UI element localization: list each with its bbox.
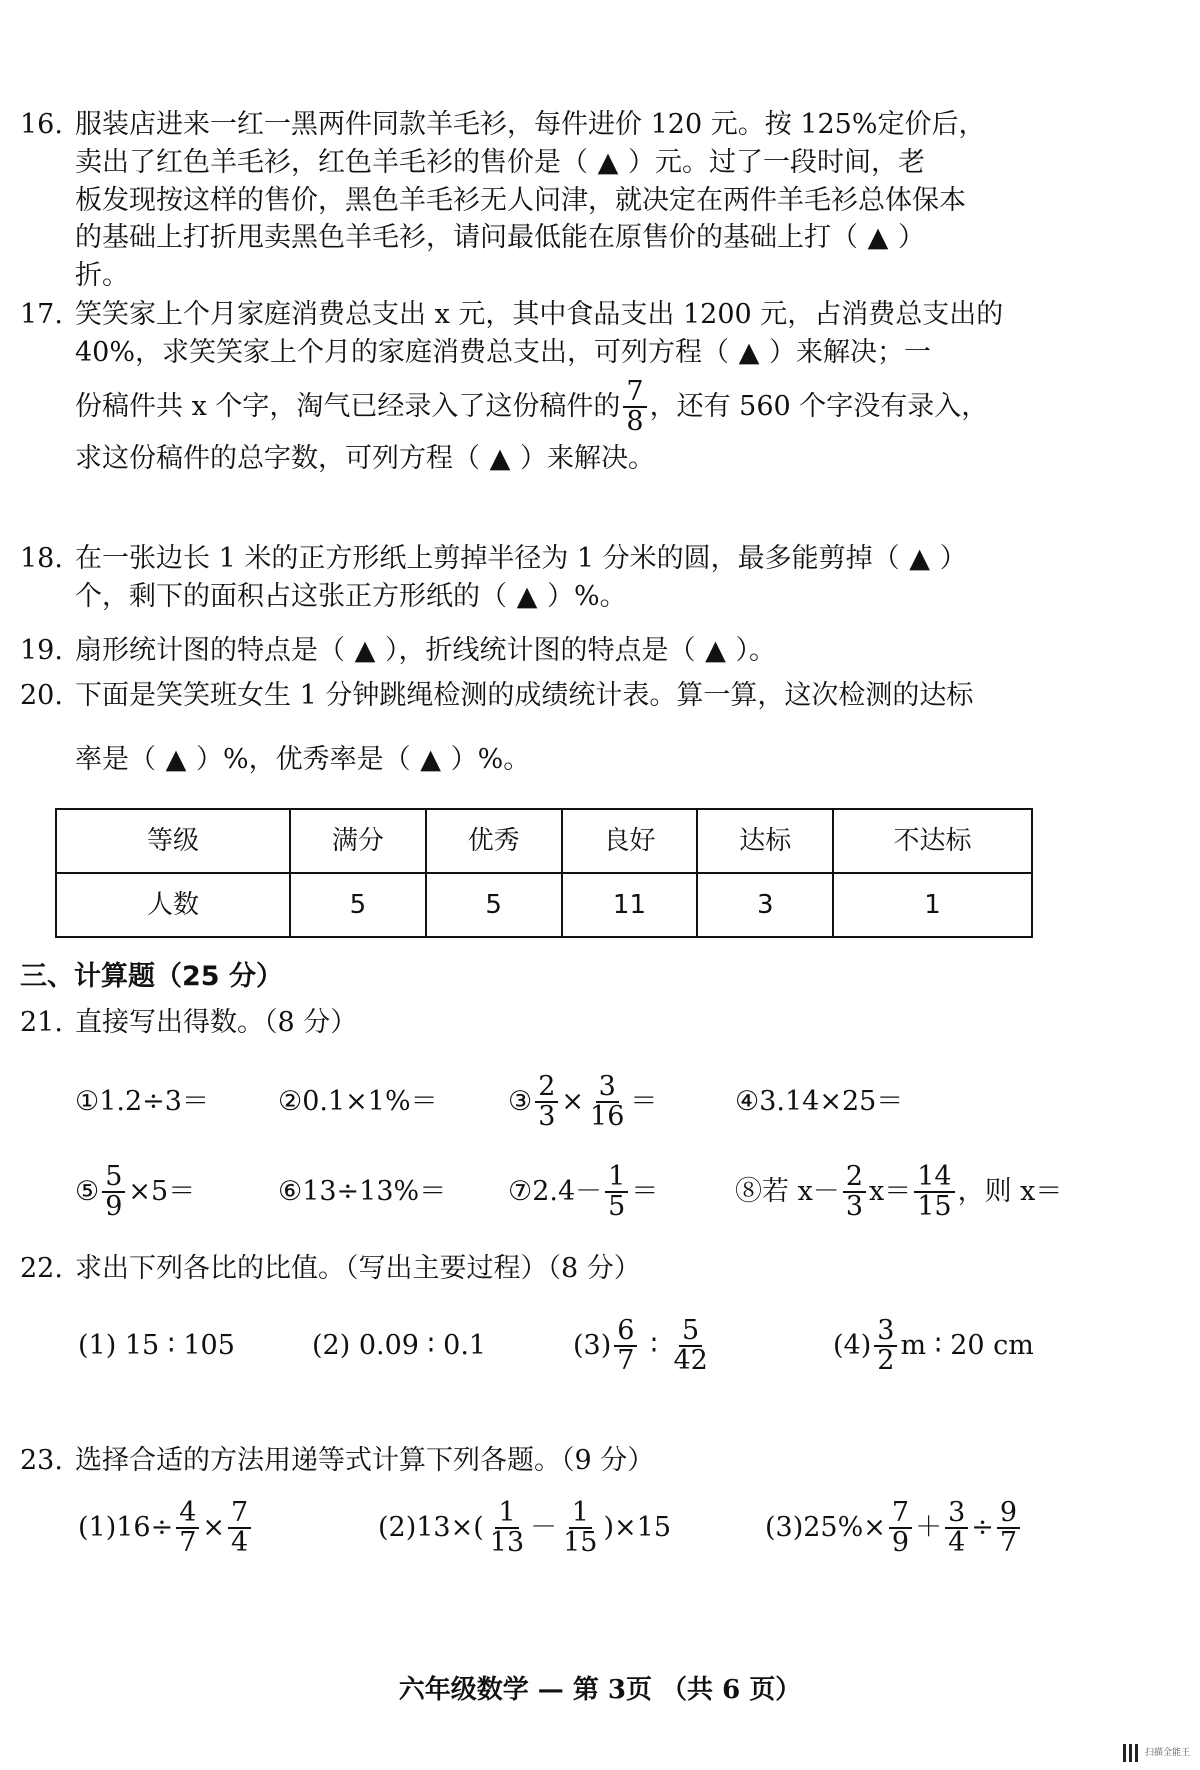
problem-item: (2)13×( $\frac{1}{13}$ － $\frac{1}{15}$ )×15: [378, 1496, 671, 1558]
page-footer: 六年级数学 — 第 3页 （共 6 页）: [398, 1675, 802, 1705]
answer-blank: ▲: [420, 743, 442, 775]
question-text: ）%，优秀率是（: [196, 743, 411, 775]
fraction: $\frac{2}{3}$: [535, 1073, 558, 1132]
question-number: 23.: [20, 1445, 63, 1476]
answer-blank: ▲: [354, 635, 376, 666]
question-number: 16.: [20, 109, 63, 140]
fraction: $\frac{7}{8}$: [623, 378, 646, 437]
problem-item: (3) $\frac{6}{7}$ ∶ $\frac{5}{42}$: [573, 1306, 714, 1386]
answer-blank: ▲: [516, 580, 538, 612]
question-21-title: [20, 1004, 1070, 1042]
question-text: ）: [939, 543, 967, 574]
fraction: $\frac{3}{16}$: [590, 1070, 625, 1132]
problem-item: (1)16÷ $\frac{4}{7}$ × $\frac{7}{4}$: [78, 1488, 254, 1568]
question-text: ）%。: [547, 580, 627, 612]
question-text: ）元。过了一段时间，老: [628, 146, 925, 178]
question-number: 22.: [20, 1253, 63, 1284]
score-table: [55, 808, 1033, 938]
qr-code-icon: [1123, 1744, 1141, 1762]
fraction: $\frac{9}{7}$: [997, 1499, 1020, 1558]
table-row: [56, 873, 1032, 937]
question-text: 折。: [75, 260, 129, 292]
question-text: 求这份稿件的总字数，可列方程（: [75, 443, 480, 475]
answer-blank: ▲: [165, 743, 187, 775]
problem-item: (1) 15 ∶ 105: [78, 1330, 235, 1362]
question-number: 19.: [20, 635, 63, 666]
question-text: 个，剩下的面积占这张正方形纸的（: [75, 580, 507, 612]
table-header: 不达标: [833, 809, 1032, 873]
table-header: 优秀: [426, 809, 562, 873]
answer-blank: ▲: [705, 635, 726, 666]
answer-blank: ▲: [738, 336, 760, 368]
question-16: [20, 106, 1070, 295]
fraction: $\frac{5}{9}$: [102, 1163, 125, 1222]
question-23-title: [20, 1442, 1070, 1480]
question-17: [20, 296, 1070, 478]
question-text: 笑笑家上个月家庭消费总支出 x 元，其中食品支出 1200 元，占消费总支出的: [75, 299, 1004, 330]
question-text: 的基础上打折甩卖黑色羊毛衫，请问最低能在原售价的基础上打（: [75, 222, 858, 254]
question-text: 扇形统计图的特点是（: [75, 635, 345, 666]
table-header: 达标: [697, 809, 833, 873]
question-text: 选择合适的方法用递等式计算下列各题。（9 分）: [75, 1445, 655, 1476]
table-cell: 3: [697, 873, 833, 937]
fraction: $\frac{5}{42}$: [673, 1314, 708, 1376]
section-heading: 三、计算题（25 分）: [20, 961, 283, 992]
fraction: $\frac{7}{9}$: [889, 1499, 912, 1558]
question-text: 下面是笑笑班女生 1 分钟跳绳检测的成绩统计表。算一算，这次检测的达标: [75, 680, 974, 711]
problem-item: ④3.14×25＝: [735, 1086, 904, 1118]
answer-blank: ▲: [597, 146, 619, 178]
table-header-row: [56, 809, 1032, 873]
question-text: 40%，求笑笑家上个月的家庭消费总支出，可列方程（: [75, 336, 730, 368]
table-header: 满分: [290, 809, 426, 873]
fraction: $\frac{4}{7}$: [176, 1499, 199, 1558]
answer-blank: ▲: [867, 222, 889, 254]
question-text: ）: [898, 222, 925, 254]
problem-item: ⑦2.4－ $\frac{1}{5}$ ＝: [508, 1160, 659, 1222]
question-22-title: [20, 1250, 1070, 1288]
fraction: $\frac{6}{7}$: [614, 1317, 637, 1376]
problem-item: (4) $\frac{3}{2}$ m ∶ 20 cm: [833, 1314, 1034, 1376]
problem-item: ⑥13÷13%＝: [278, 1176, 447, 1208]
problem-item: (2) 0.09 ∶ 0.1: [312, 1330, 487, 1362]
question-text: 卖出了红色羊毛衫，红色羊毛衫的售价是（: [75, 146, 588, 178]
table-header: 良好: [562, 809, 698, 873]
fraction: $\frac{3}{2}$: [874, 1317, 897, 1376]
table-row-label: 人数: [56, 873, 290, 937]
question-text: 份稿件共 x 个字，淘气已经录入了这份稿件的: [75, 390, 621, 422]
scanner-watermark: [1123, 1744, 1190, 1762]
question-number: 17.: [20, 299, 63, 330]
fraction: $\frac{1}{13}$: [489, 1496, 525, 1558]
table-header: 等级: [56, 809, 290, 873]
question-number: 18.: [20, 543, 63, 574]
question-text: 服装店进来一红一黑两件同款羊毛衫，每件进价 120 元。按 125%定价后，: [75, 109, 986, 140]
fraction: $\frac{3}{4}$: [945, 1499, 968, 1558]
table-cell: 5: [290, 873, 426, 937]
question-19: [20, 632, 1070, 670]
fraction: $\frac{14}{15}$: [914, 1163, 954, 1222]
question-text: ）来解决；一: [769, 336, 932, 368]
table-cell: 11: [562, 873, 698, 937]
fraction: $\frac{1}{5}$: [605, 1163, 628, 1222]
question-text: ）。: [735, 635, 776, 666]
problem-item: (3)25%× $\frac{7}{9}$ ＋ $\frac{3}{4}$ ÷ $\frac{9}{7}$: [765, 1488, 1023, 1568]
problem-item: ⑤ $\frac{5}{9}$ ×5＝: [75, 1160, 196, 1222]
question-text: ）%。: [450, 743, 531, 775]
table-cell: 1: [833, 873, 1032, 937]
table-cell: 5: [426, 873, 562, 937]
question-text: 在一张边长 1 米的正方形纸上剪掉半径为 1 分米的圆，最多能剪掉（: [75, 543, 900, 574]
question-text: 直接写出得数。（8 分）: [75, 1007, 358, 1038]
fraction: $\frac{1}{15}$: [563, 1496, 598, 1558]
question-number: 21.: [20, 1007, 63, 1038]
problem-item: ③ $\frac{2}{3}$ × $\frac{3}{16}$ ＝: [508, 1070, 658, 1132]
question-text: 求出下列各比的比值。（写出主要过程）（8 分）: [75, 1253, 641, 1284]
question-number: 20.: [20, 680, 63, 711]
fraction: $\frac{2}{3}$: [843, 1163, 866, 1222]
question-text: 率是（: [75, 743, 156, 775]
question-text: ），折线统计图的特点是（: [385, 635, 696, 666]
question-text: ）来解决。: [520, 443, 655, 475]
problem-item: ⑧若 x－ $\frac{2}{3}$ x＝ $\frac{14}{15}$ ，则 x＝: [735, 1160, 1063, 1222]
question-18: [20, 540, 1070, 616]
answer-blank: ▲: [909, 543, 931, 574]
answer-blank: ▲: [489, 443, 511, 475]
question-20: [20, 677, 1070, 779]
problem-item: ①1.2÷3＝: [75, 1086, 209, 1118]
fraction: $\frac{7}{4}$: [228, 1499, 251, 1558]
problem-item: ②0.1×1%＝: [278, 1086, 438, 1118]
question-text: 板发现按这样的售价，黑色羊毛衫无人问津，就决定在两件羊毛衫总体保本: [75, 184, 966, 216]
watermark-text: 扫描全能王: [1144, 1747, 1190, 1758]
question-text: ，还有 560 个字没有录入，: [649, 390, 989, 422]
